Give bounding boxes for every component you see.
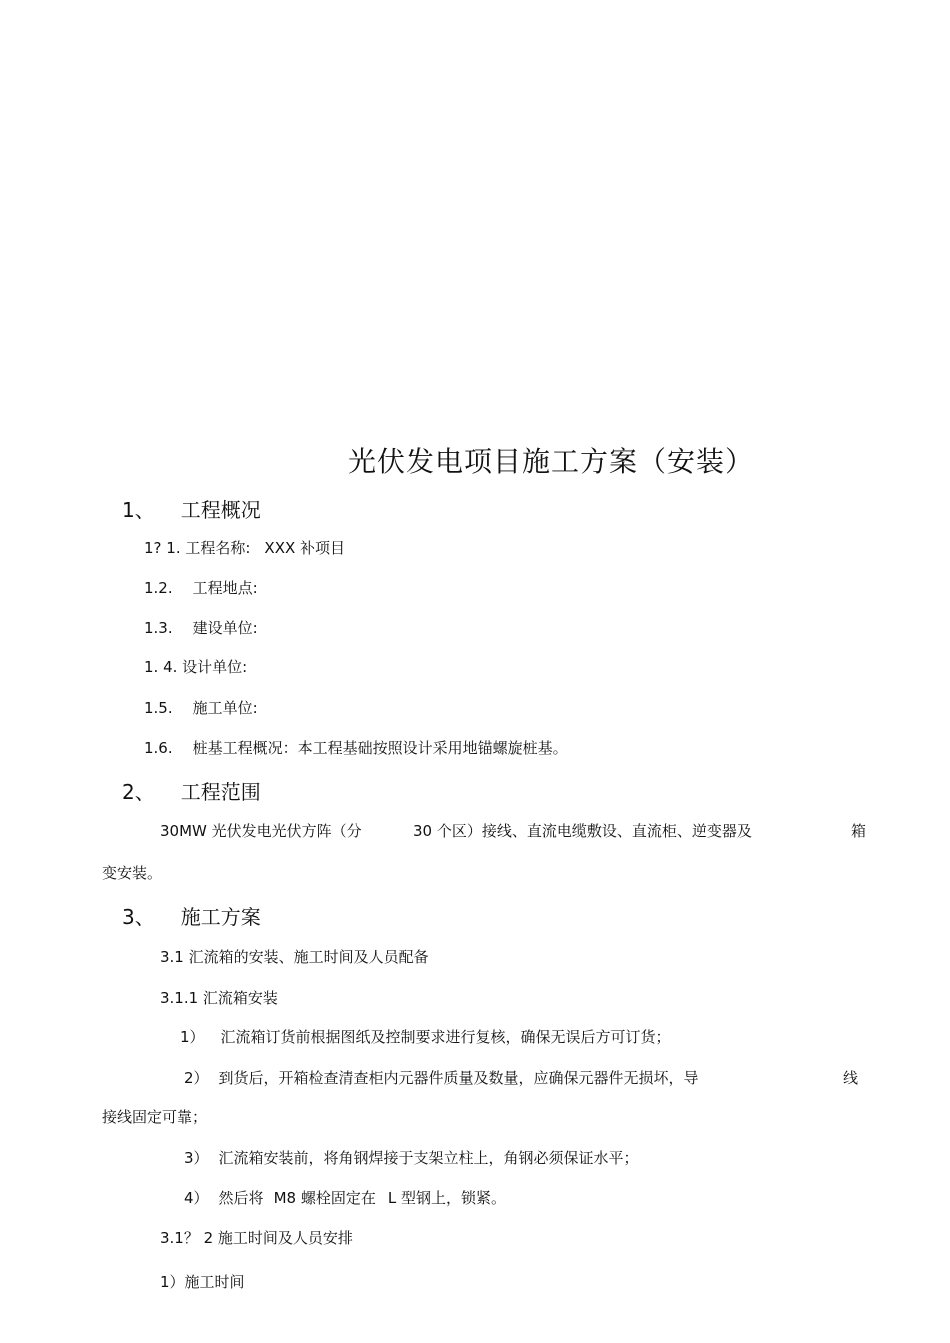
item-value: XXX 补项目: [264, 539, 346, 557]
paragraph-line: 接线固定可靠；: [102, 1108, 208, 1126]
section-number: 3、: [122, 905, 155, 929]
item-label: 1.6.: [144, 739, 173, 757]
page-title: 光伏发电项目施工方案（安装）: [348, 445, 755, 478]
item-label: 1.5.: [144, 699, 173, 717]
item-text: M8 螺栓固定在: [273, 1189, 376, 1207]
section-3-heading: [122, 901, 261, 930]
item-value: 工程地点:: [192, 579, 258, 597]
item-text: L 型钢上，锁紧。: [387, 1189, 506, 1207]
subsection-heading: 3.1？ 2 施工时间及人员安排: [160, 1229, 353, 1247]
item-label: 1.2.: [144, 579, 173, 597]
item-number: 1）: [180, 1028, 205, 1046]
list-item: [144, 656, 247, 677]
subsection-heading: 3.1.1 汇流箱安装: [160, 989, 278, 1007]
item-number: 3）: [184, 1149, 209, 1167]
list-item: [144, 537, 345, 558]
item-value: 桩基工程概况：本工程基础按照设计采用地锚螺旋桩基。: [192, 739, 568, 757]
subsection-heading: 3.1 汇流箱的安装、施工时间及人员配备: [160, 948, 429, 966]
item-value: 建设单位:: [192, 619, 258, 637]
paragraph-line: 30 个区）接线、直流电缆敷设、直流柜、逆变器及: [413, 822, 752, 840]
item-text: 然后将: [218, 1189, 264, 1207]
list-item: [144, 577, 258, 598]
section-number: 1、: [122, 498, 155, 522]
item-number: 2）: [184, 1069, 209, 1087]
section-1-heading: [122, 494, 261, 523]
list-item: [144, 617, 258, 638]
section-2-heading: [122, 776, 261, 805]
list-item: [144, 697, 258, 718]
item-text: 汇流箱安装前，将角钢焊接于支架立柱上，角钢必须保证水平；: [218, 1149, 639, 1167]
list-item: [184, 1187, 506, 1208]
item-text: 汇流箱订货前根据图纸及控制要求进行复核，确保无误后方可订货；: [220, 1028, 671, 1046]
item-text: 到货后，开箱检查清查柜内元器件质量及数量，应确保元器件无损坏，导: [218, 1069, 699, 1087]
section-title: 施工方案: [180, 905, 261, 929]
item-number: 4）: [184, 1189, 209, 1207]
section-title: 工程概况: [180, 498, 261, 522]
paragraph-line: 30MW 光伏发电光伏方阵（分: [160, 822, 362, 840]
item-label: 1.3.: [144, 619, 173, 637]
paragraph-line: 线: [843, 1069, 859, 1087]
paragraph-line: 变安装。: [102, 864, 163, 882]
list-item: [184, 1067, 699, 1088]
list-item: [180, 1026, 671, 1047]
paragraph-line: 箱: [851, 822, 867, 840]
list-item: [144, 737, 568, 758]
item-value: 施工单位:: [192, 699, 258, 717]
item-label: 1. 4. 设计单位:: [144, 658, 248, 676]
section-number: 2、: [122, 780, 155, 804]
list-item: 1）施工时间: [160, 1273, 245, 1291]
section-title: 工程范围: [180, 780, 261, 804]
list-item: [184, 1147, 639, 1168]
item-label: 1? 1. 工程名称:: [144, 539, 251, 557]
